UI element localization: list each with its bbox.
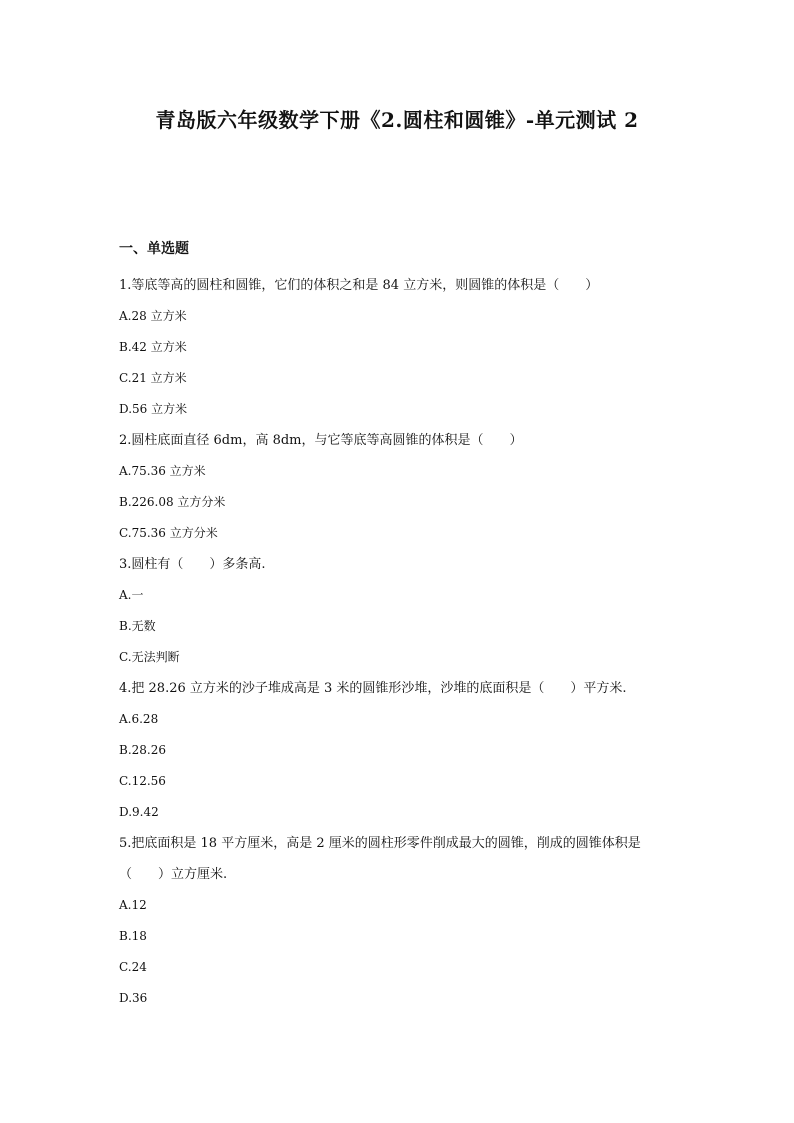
question-4 [119, 673, 679, 828]
page-title: 青岛版六年级数学下册《2.圆柱和圆锥》-单元测试 2 [155, 108, 639, 132]
option-c: C.12.56 [119, 774, 166, 788]
option-a: A.6.28 [119, 712, 159, 726]
option-c: C.无法判断 [119, 650, 180, 664]
option-d: D.56 立方米 [119, 402, 188, 416]
question-2 [119, 425, 679, 549]
option-b: B.226.08 立方分米 [119, 495, 226, 509]
question-text: 1.等底等高的圆柱和圆锥，它们的体积之和是 84 立方米，则圆锥的体积是（ ） [119, 278, 599, 293]
section-heading: 一、单选题 [119, 241, 189, 257]
option-c: C.24 [119, 960, 147, 974]
question-text: 4.把 28.26 立方米的沙子堆成高是 3 米的圆锥形沙堆，沙堆的底面积是（ ）平方米. [119, 681, 627, 696]
question-text: 5.把底面积是 18 平方厘米，高是 2 厘米的圆柱形零件削成最大的圆锥，削成的圆锥体积是（ ）立方厘米. [119, 836, 641, 882]
option-b: B.18 [119, 929, 147, 943]
option-d: D.9.42 [119, 805, 159, 819]
option-a: A.28 立方米 [119, 309, 187, 323]
question-1 [119, 270, 679, 425]
question-5 [119, 828, 679, 1014]
question-list [119, 270, 679, 1014]
option-c: C.75.36 立方分米 [119, 526, 218, 540]
question-text: 3.圆柱有（ ）多条高. [119, 557, 266, 572]
option-b: B.无数 [119, 619, 156, 633]
option-b: B.42 立方米 [119, 340, 187, 354]
option-c: C.21 立方米 [119, 371, 187, 385]
question-3 [119, 549, 679, 673]
option-a: A.75.36 立方米 [119, 464, 206, 478]
option-d: D.36 [119, 991, 148, 1005]
option-b: B.28.26 [119, 743, 166, 757]
option-a: A.12 [119, 898, 147, 912]
question-text: 2.圆柱底面直径 6dm，高 8dm，与它等底等高圆锥的体积是（ ） [119, 433, 523, 448]
option-a: A.一 [119, 588, 144, 602]
